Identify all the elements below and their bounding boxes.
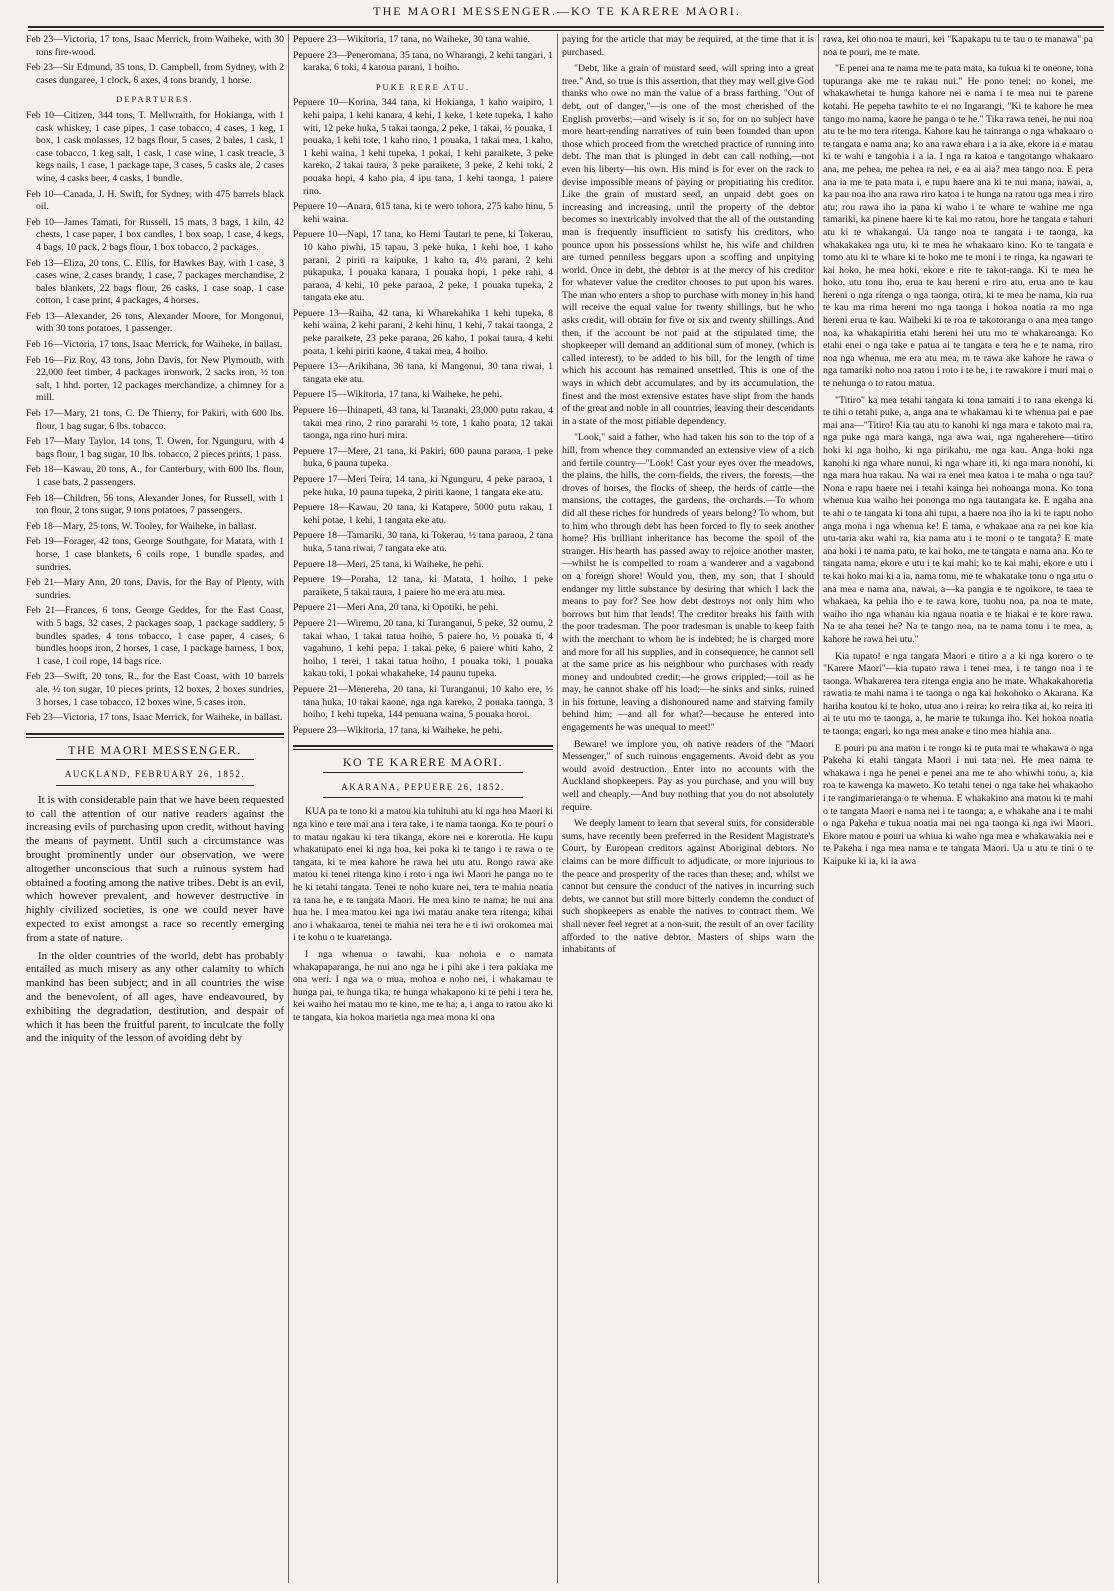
column-rule <box>288 34 289 1583</box>
section-divider <box>26 733 284 738</box>
paragraph: "Titiro" ka mea tetahi tangata ki tona tamaiti i to rana ekenga ki te tihi o tetahi puke, a, anga ana te whakamau ki te whenua pai e pae mai ana—"Titiro! Kia tau atu to kanohi ki nga mara e takoto mai ra, nga puke nga mara kanga, nga awa wai, nga ngaherehere—titiro hoki ki nga hoiho, ki nga pirikahu, me nga kau. Anga hoki nga kanohi ki nga whare nunui, ki nga whare iti, ki nga mara nonohi, ki nga mara hua rakau. Na wai ra enei mea katoa i te maha o nga tau? Nona e rapu haere nei i tetahi kainga hei nohoanga mona. Ko tona whenua kua waiho hei pononga mo nga tautangata ke. E ngaha ana te ahi o te tangata ki tona ahi tupu, a haere noa iho ia ki te rapu noho anga mona i nga whenua ke! E tama, e whakaae ana ra nei koe kia utu-taria aku wahi ra, kia nama atu i te moni o te tangata? E mate ana hoki i te nama patu, te kai hoko, me te tangata e nama ana. Ko te tangata nama, ekore e utu i te kai mahi; ko te kai mahi, ekore e utu i te kai hoko mai ki a ia, nama tonu, me te whakatake tonu o nga utu o ana mea e nama ana, nawai, a—ka pangia e te ngoikore, te taea te whakaea, ka pehia iho e te rawa kore, tuohu noa, pa noa te mate, waiho iho nga whanau kia ngaua noatia e te hiakai e te kore rawa. Na te aha tenei he? Na te tango noa, na te nama tonu i te mea, a, kahore he rawa hei utu." <box>823 394 1093 645</box>
shipping-entry: Feb 13—Eliza, 20 tons, C. Ellis, for Hawkes Bay, with 1 case, 3 cases wine, 2 cases brandy, 1 case, 7 packages merchandise, 2 bales blankets, 22 bags flour, 26 casks, 1 case soap, 1 case cotton, 1 case print, 4 packages, 4 horses. <box>26 257 284 307</box>
shipping-entry: Feb 10—James Tamati, for Russell, 15 mats, 3 bags, 1 kiln, 42 chests, 1 case paper, 1 box candles, 1 box soap, 1 case, 4 kegs, 4 bags, 10 pack, 2 bags flour, 1 box tobacco, 2 packages. <box>26 216 284 253</box>
shipping-entry: Feb 17—Mary, 21 tons, C. De Thierry, for Pakiri, with 600 lbs. flour, 1 bag sugar, 6 lbs. tobacco. <box>26 408 284 432</box>
shipping-entry: Feb 19—Forager, 42 tons, George Southgate, for Matata, with 1 horse, 1 case blankets, 6 coils rope, 1 bundle spades, and sundries. <box>26 536 284 573</box>
dateline: AUCKLAND, FEBRUARY 26, 1852. <box>64 769 246 780</box>
shipping-entry: Feb 18—Mary, 25 tons, W. Tooley, for Waiheke, in ballast. <box>26 520 257 532</box>
editorial-maori <box>293 806 553 1024</box>
shipping-entry: Pepuere 13—Raiha, 42 tana, ki Wharekahika 1 kehi tupeka, 8 kehi waina, 2 kehi parani, 2 kehi hinu, 1 kehi, 7 takai taonga, 2 peke paraikete, 23 peke paraoa, 26 kaho, 1 pokai taura, 4 kehi poata, 1 kehi piriti kaone, 4 takai mea, 4 hoiho. <box>293 307 553 357</box>
shipping-entry: Pepuere 21—Menereha, 20 tana, ki Turanganui, 10 kaho ere, ½ tana huka, 10 takai kaone, nga nga kareko, 2 pouaka taonga, 3 hoiho, 1 kehi tupeka, 144 penuana waina, 5 pouaka horoi. <box>293 683 553 721</box>
departures-list-maori <box>293 97 553 737</box>
shipping-entry: Feb 10—Canada, J. H. Swift, for Sydney, with 475 barrels black oil. <box>26 188 284 213</box>
column-4 <box>823 34 1093 1585</box>
shipping-entry: Pepuere 15—Wikitoria, 17 tana, ki Waiheke, he pehi. <box>293 389 502 401</box>
shipping-entry: Feb 21—Frances, 6 tons, George Geddes, for the East Coast, with 5 bags, 32 cases, 2 packages soap, 1 package saddlery, 5 bundles spades, 4 tons tobacco, 1 case paper, 4 cases, 6 bundles hoops iron, 2 horses, 1 case, 1 package harness, 1 box, 1 case, 1 coil rope, 14 bags rice. <box>26 605 284 667</box>
shipping-entry: Feb 23—Victoria, 17 tons, Isaac Merrick, from Waiheke, with 30 tons fire-wood. <box>26 34 284 58</box>
dateline-rule <box>323 797 523 798</box>
shipping-entry: Pepuere 18—Kawau, 20 tana, ki Katapere, 5000 putu rakau, 1 kehi potae, 1 kehi, 1 tangata eke atu. <box>293 502 553 526</box>
masthead-rule-thin <box>28 30 1104 31</box>
shipping-entry: Pepuere 21—Wiremu, 20 tana, ki Turanganui, 5 peke, 32 oumu, 2 takai whao, 1 takai tatua hoiho, 5 paiere ho, ½ pouaka ti, 4 vagahuno, 1 kehi pepa, 1 takai peke, 6 paiere whiti kaho, 2 hoiho, 1 terei, 1 takai tatua hoiho, 1 pouaka toki, 1 pouaka kakau toki, 1 pokai whakaheke, 14 paunu tupeka. <box>293 617 553 680</box>
shipping-entry: Feb 13—Alexander, 26 tons, Alexander Moore, for Mongonui, with 30 tons potatoes, 1 passenger. <box>26 310 284 335</box>
paragraph: "Debt, like a grain of mustard seed, will spring into a great tree." And, so true is this assertion, that they may well give God thanks who owe no man the value of a brass farthing. "Out of debt, out of danger,"—is one of the most cherished of the English proverbs;—and wisely is it so, for on no subject have more heart-rending narratives of ruin been founded than upon those which proceed from the wretched practice of running into debt. The man that is plunged in debt can call nothing,—not even his liberty—his own. His mind is for ever on the rack to devise impossible means of paying or propitiating his creditor. Like the grain of mustard seed, an unpaid debt goes on increasing and increasing, until the property of the debtor becomes so inextricably involved that the all of the outstanding man is frequently insufficient to satisfy his creditors, who pounce upon his possessions whilst he, his wife and children are turned penniless beggars upon a scoffing and unpitying world. Once in debt, the debtor is at the mercy of his creditor for whatever value the creditor chooses to put upon his wares. The man who enters a shop to purchase with money in his hand will receive the equal value for twenty shillings, but he who asks credit, will obtain for five or six and twenty shillings. And then, if the account be not paid at the stipulated time, the shopkeeper will demand an additional sum of money, (which is called interest), to be added to his bill, for the length of time which his account has remained unsettled. This is one of the ways in which debt accumulates, and by its accumulation, the finest and the most extensive estates have slipt from the hands of the great and noble in all countries, leaving their descendants in a state of the most pitiable dependency. <box>562 63 814 427</box>
shipping-entry: Pepuere 10—Napi, 17 tana, ko Hemi Tautari te pene, ki Tokerau, 10 kaho piwhi, 15 tapau, 3 peke huka, 1 kehi hoe, 1 kaho parani, 2 piriti ra kaipuke, 1 kaho ta, 4½ parani, 2 kehi pukapuka, 1 pouaka kanara, 1 pouaka hopi, 1 peke rahi, 4 paraoa, 4 kehi, 10 peke paraoa, 2 peke, 1 pouaka tupeka, 2 tangata eke atu. <box>293 229 553 304</box>
column-3 <box>562 34 814 1585</box>
title-rule <box>56 759 254 760</box>
paragraph: In the older countries of the world, debt has probably entailed as much misery as any other calamity to which mankind has been subject; and in all countries the wise and the benevolent, of all ages, have endeavoured, by exhibiting the degradation, destitution, and despair of which it has been the fruitful parent, to inculcate the folly and the iniquity of the lesson of avoiding debt by <box>26 949 284 1045</box>
departures-list <box>26 110 284 725</box>
shipping-entry: Pepuere 18—Meri, 25 tana, ki Waiheke, he pehi. <box>293 558 484 570</box>
masthead-rule <box>28 26 1104 28</box>
shipping-entry: Feb 16—Fiz Roy, 43 tons, John Davis, for New Plymouth, with 22,000 feet timber, 4 packages ironwork, 2 sacks iron, ½ ton salt, 1 hhd. porter, 12 packages merchandize, a chimney for a mill. <box>26 354 284 404</box>
paper-title: THE MAORI MESSENGER. <box>68 742 242 757</box>
arrivals-list <box>26 34 284 87</box>
shipping-entry: Feb 16—Victoria, 17 tons, Isaac Merrick, for Waiheke, in ballast. <box>26 339 283 351</box>
paragraph: We deeply lament to learn that several suits, for considerable sums, have recently been preferred in the Resident Magistrate's Court, by European creditors against Aboriginal debtors. No claims can be more difficult to adjudicate, or more injurious to the peace and prosperity of the races than these; and, whilst we cannot but censure the conduct of the natives in incurring such debts, we cannot but still more bitterly condemn the conduct of such shopkeepers as enable the natives to contract them. We shall never feel regret at a non-suit, the result of an over facility afforded to the native debtor. Masters of ships warn the inhabitants of <box>562 818 814 956</box>
column-rule <box>818 34 819 1583</box>
departures-heading: DEPARTURES. <box>116 94 194 105</box>
column-2 <box>293 34 553 1585</box>
shipping-entry: Pepuere 19—Poraha, 12 tana, ki Matata, 1 hoiho, 1 peke paraikete, 5 takai taura, 1 paiere ho me era atu mea. <box>293 574 553 598</box>
shipping-entry: Feb 10—Citizen, 344 tons, T. Mellwraith, for Hokianga, with 1 cask whiskey, 1 case pipes, 1 case tobacco, 4 cases, 1 keg, 1 box, 1 cask molasses, 12 bags flour, 5 cases, 2 bales, 1 cask, 1 case tobacco, 1 keg salt, 1 cask, 1 case wine, 1 cask treacle, 3 kegs nails, 1 case, 1 package tape, 3 cases, 5 casks ale, 2 cases wine, 4 casks beer, 4 casks, 1 bundle. <box>26 109 284 184</box>
title-rule <box>323 772 523 773</box>
shipping-entry: Pepuere 23—Peneromana, 35 tana, no Wharangi, 2 kehi tangari, 1 karaka, 6 toki, 4 karoua parani, 1 hoiho. <box>293 49 553 74</box>
shipping-entry: Pepuere 23—Wikitoria, 17 tana, ki Waiheke, he pehi. <box>293 724 502 736</box>
shipping-entry: Feb 21—Mary Ann, 20 tons, Davis, for the Bay of Plenty, with sundries. <box>26 577 284 601</box>
shipping-entry: Pepuere 16—Ihinapeti, 43 tana, ki Taranaki, 23,000 putu rakau, 4 takai mea rino, 2 rino pararahi ½ tote, 1 kaho poata, 12 takai taonga, nga rino huri mira. <box>293 405 553 442</box>
editorial-english-continued <box>562 34 814 957</box>
paragraph: Beware! we implore you, oh native readers of the "Maori Messenger," of such ruinous engagements. Avoid debt as you would avoid destruction. Enter into no accounts with the Auckland shopkeepers. Pay as you purchase, and you will buy well and cheaply.—And buy nothing that you do not absolutely require. <box>562 738 814 813</box>
editorial-maori-continued <box>823 34 1093 869</box>
section-divider <box>293 745 553 750</box>
shipping-entry: Pepuere 23—Wikitoria, 17 tana, no Waiheke, 30 tana wahie. <box>293 34 530 45</box>
shipping-entry: Feb 18—Children, 56 tons, Alexander Jones, for Russell, with 1 ton flour, 2 tons sugar, 9 tons potatoes, 7 passengers. <box>26 492 284 517</box>
paragraph: "Look," said a father, who had taken his son to the top of a hill, from whence they commanded an extensive view of a rich and fertile country—"Look! Cast your eyes over the meadows, the plains, the hills, the corn-fields, the rivers, the forests,—the droves of horses, the flocks of sheep, the herds of cattle—the mansions, the cottages, the gardens, the orchards.—To whom did all these riches for hundreds of years belong? To whom, but to him who through debt has been forced to fly to seek another home? His brilliant inheritance has become the spoil of the stranger. His hearth has passed away to rejoice another master,—whilst he is compelled to roam a wanderer and a vagabond on a foreign shore! Would you, then, my son, that I should endanger my little substance by desiring that which I lack the means to pay for? See how debt destroys not only him who borrows but him that lends! The creditor breaks his faith with the poor tradesman. The poor tradesman is unable to keep faith with the merchant to whom he is indebted; he is charged more and more for all his supplies, and in consequence, he cannot sell at the same price as his neighbour who purchases with ready money and undoubted credit;—he grows crippled;—toil as he may, he cannot shake off his load;—he sinks and sinks, ruined in his fortune, leaving a dishonoured name and starving family behind him; —and all for what?—because he entered into engagements he was unequal to meet!" <box>562 432 814 734</box>
shipping-entry: Pepuere 17—Meri Teira, 14 tana, ki Ngunguru, 4 peke paraoa, 1 peke huka, 10 pauna tupeka, 2 piriti kaone, 1 tangata eke atu. <box>293 474 553 498</box>
departures-heading: PUKE RERE ATU. <box>375 81 471 92</box>
shipping-entry: Feb 17—Mary Taylor, 14 tons, T. Owen, for Ngunguru, with 4 bags flour, 1 bag sugar, 10 lbs. tobacco, 2 pieces prints, 1 pass. <box>26 436 284 460</box>
dateline: AKARANA, PEPUERE 26, 1852. <box>341 781 505 792</box>
shipping-entry: Pepuere 10—Anara, 615 tana, ki te wero tohora, 275 kaho hinu, 5 kehi waina. <box>293 201 553 225</box>
shipping-entry: Pepuere 18—Tamariki, 30 tana, ki Tokerau, ½ tana paraoa, 2 tana huka, 5 tana riwai, 7 tangata eke atu. <box>293 530 553 554</box>
paragraph: paying for the article that may be required, at the time that it is purchased. <box>562 34 814 58</box>
shipping-entry: Pepuere 21—Meri Ana, 20 tana, ki Opotiki, he pehi. <box>293 602 499 614</box>
shipping-entry: Pepuere 10—Korina, 344 tana, ki Hokianga, 1 kaho waipiro, 1 kehi paipa, 1 kehi kanara, 4 kehi, 1 keke, 1 kete tupeka, 1 kaho witi, 12 peke huka, 5 takai taonga, 2 peke, 1 takai, ½ pouaka, 1 pouaka, 1 kehi tote, 1 kaho rino, 1 pouaka, 1 takai mea, 1 kaho, 1 kehi waina, 1 kehi tupeka, 1 pokai, 1 kehi paraikete, 3 peke kareko, 2 takai taura, 3 peke paraikete, 3 peke, 2 kehi toki, 2 pouaka hopi, 4 kaho pia, 4 ipu tana, 1 kehi taonga, 1 paiere rino. <box>293 97 553 197</box>
shipping-entry: Feb 23—Swift, 20 tons, R., for the East Coast, with 10 barrels ale, ½ ton sugar, 10 pieces prints, 12 boxes, 2 boxes sundries, 3 horses, 1 case tobacco, 12 boxes wine, 5 cases iron. <box>26 671 284 708</box>
paragraph: KUA pa te tono ki a matou kia tuhituhi atu ki nga hoa Maori ki nga kino e tere mai ana i tera take, i te nama taonga. Ko te pouri o to matau ngakau ki tera tikanga, ekore nei e korerotia. He kupu whakatupato enei ki nga hoa, kei poka ki te tango i te rawa o te tangata, ki te mea kahore he rawa hei utu atu. Rongo rawa ake matou ki tenei ritenga kino i roto i nga iwi Maori he panga no te he ki tetahi tangata. Tenei te noho kuare nei, tera te mahia noatia ra tana he, e te tangata Maori. He mea kino te nama; he nui ana hua he. I mea matou kei nga iwi matau anake tera ritenga; kihai ano i whakaaroa, tenei te mahia nei tera he e ti iwi orokomea mai i te kohu o te kuaretanga. <box>293 806 553 944</box>
arrivals-list-maori <box>293 34 553 75</box>
shipping-entry: Pepuere 17—Mere, 21 tana, ki Pakiri, 600 pauna paraoa, 1 peke huka, 6 pauna tupeka. <box>293 445 553 470</box>
column-rule <box>557 34 558 1583</box>
masthead: THE MAORI MESSENGER.—KO TE KARERE MAORI. <box>373 4 741 18</box>
shipping-entry: Feb 18—Kawau, 20 tons, A., for Canterbury, with 600 lbs. flour, 1 case bats, 2 passengers. <box>26 464 284 488</box>
paragraph: It is with considerable pain that we have been requested to call the attention of our native readers against the increasing evils of purchasing upon credit, without having the means of payment. Until such a circumstance was brought prominently under our observation, we were altogether unconscious that such a ruinous system had obtained a footing among the native tribes. Debt is an evil, which however prevalent, and however destructive in highly civilized societies, is one we could never have expected to exist amongst a race so recently emerging from a state of nature. <box>26 793 284 944</box>
dateline-rule <box>56 785 254 786</box>
paragraph: E pouri pu ana matou i te rongo ki te puta mai te whakawa o nga Pakeha ki etahi tangata Maori i nui tata nei. He mea nama te whakawa i nga he penei e penei ana me te aho whiwhi tonu, a, kia roa te kawenga ka maweto. Ko tetahi tenei o nga take hei whakaoho i te rangimarietanga o te whenua. E whakakino ana matou ki te mahi o te tangata Maori e nama nei i te taonga; a, e whakahe ana i te mahi o nga Pakeha e tukua noatia mai nei nga taonga ki nga iwi Maori. Ekore matou e pouri ua whiua ki waho nga mea e whakawakia nei e te Pakeha i nga mea nama e te tangata Maori. Ua u atu te tini o te Kaipuke ki ia, ki ia awa <box>823 742 1093 867</box>
column-1 <box>26 34 284 1585</box>
shipping-entry: Feb 23—Victoria, 17 tons, Isaac Merrick, for Waiheke, in ballast. <box>26 712 283 724</box>
editorial-english <box>26 794 284 1046</box>
shipping-entry: Feb 23—Sir Edmund, 35 tons, D. Campbell, from Sydney, with 2 cases dungaree, 1 clock, 6 axes, 4 tons brandy, 1 horse. <box>26 62 284 86</box>
paragraph: I nga whenua o tawahi, kua nohoia e o namata whakapaparanga, he nui ano nga he i pihi ake i tera pakiaka me ona weri. I nga wa o mua, mohoa e noho nei, i whakamau te hunga pai, te hunga tika, te hunga whakapono ki te pehi i tera he, kei waiho hei matau mo te kino, me te ha; a, i anga to ratou ako ki te tangata, kia hokoa marietia nga mea mona ki ona <box>293 949 553 1023</box>
paragraph: rawa, kei oho noa te mauri, kei "Kapakapu tu te tau o te manawa" pa noa te pouri, me te mate. <box>823 34 1093 58</box>
paragraph: "E penei ana te nama me te pata mata, ka tukua ki te oneone, tona tupuranga ake me te rakau nui." He pono tenei; no konei, me whakawhetai te hunga kahore nei e nama i te mea nui te parene kotahi. He pepeha tawhito te ei no Ingarangi, "Ki te kahore he mea tango mo nama, kaore he panga o te he." Tika rawa tenei, he nui noa atu te he mo tera ritenga. Kahore kau he tainranga o nga whakaaro o te tangata e nama ana; ko ana rawa ehara i a ia ake, ekore ia e matau ki te wahi e tangohia i a ia. I nga ra katoa e tangotango whakaaro ana, me pehea, me pehea ra nei, e ea ai aia? mea tango noa. E pera ana ia me te pata mata i, e tupu haere ana ki te nui mana, nawai, a, ka pau noa iho ana rawa riro katoa i te hunga na ratou nga mea i riro atu; rou rawa iho ia pana ki waho i te whare te wahine me nga tamariki, ka pinene haere ki te kai mo ratou, hore he tangata e tahuri atu ki te whakangai. Ua tango noa te tangata i te taonga, ka whakakakea nga utu, ki te mea he whakaaro kino. Ko te tangata e tomo atu ki te whare ki te hoko me te moni i te ringa, ka ngawari te kai hoko, he mea hoki, ekore e rite te takot-ranga. Ki te mea he hoko, utu tonu iho, erua te kau hereni e riro atu, erua ano te kau hereni o nga ritenga o nga taonga, otira, ki te mea he nama, kia rua te kau ma rima hereni mo nga taonga i hokoa noatia ra mo nga hereni erua te kau. Waiheki ki te roa te takotoranga o ana mea tango noa, ka whakapiritia etahi hereni hei utu mo te whakaroanga. Ko etahi enei o nga take e patua ai te tangata e tera he e te nama, riro noa nga whenua, me era atu mea, m te rawa ake kahore he rawa o nga tamariki noho noa ratou i roto i te he, i te rawakore i muri mai o te nehunga o to ratou matua. <box>823 63 1093 390</box>
shipping-entry: Pepuere 13—Arikihana, 36 tana, ki Mangonui, 30 tana riwai, 1 tangata eke atu. <box>293 361 553 385</box>
paragraph: Kia tupato! e nga tangata Maori e titiro a a ki nga korero o te "Karere Maori"—kia tupato rawa i tenei mea, i te tango noa i te taonga. Whakarerea tera ritenga engia ano he mate. Whakakahoretia rawatia te mahi nama i te taonga o nga kai hokohoko o Akarana. Ka hariha koutou ki te hoko, utua ano i reira; ko reira tika ai, ko reira iti ai te utu mo te taonga, a, he marie te tukunga iho. Kei hokoa noatia te taonga; engari, ko nga mea anake e tino mea hiahia ana. <box>823 650 1093 738</box>
paper-title: KO TE KARERE MAORI. <box>342 755 504 770</box>
